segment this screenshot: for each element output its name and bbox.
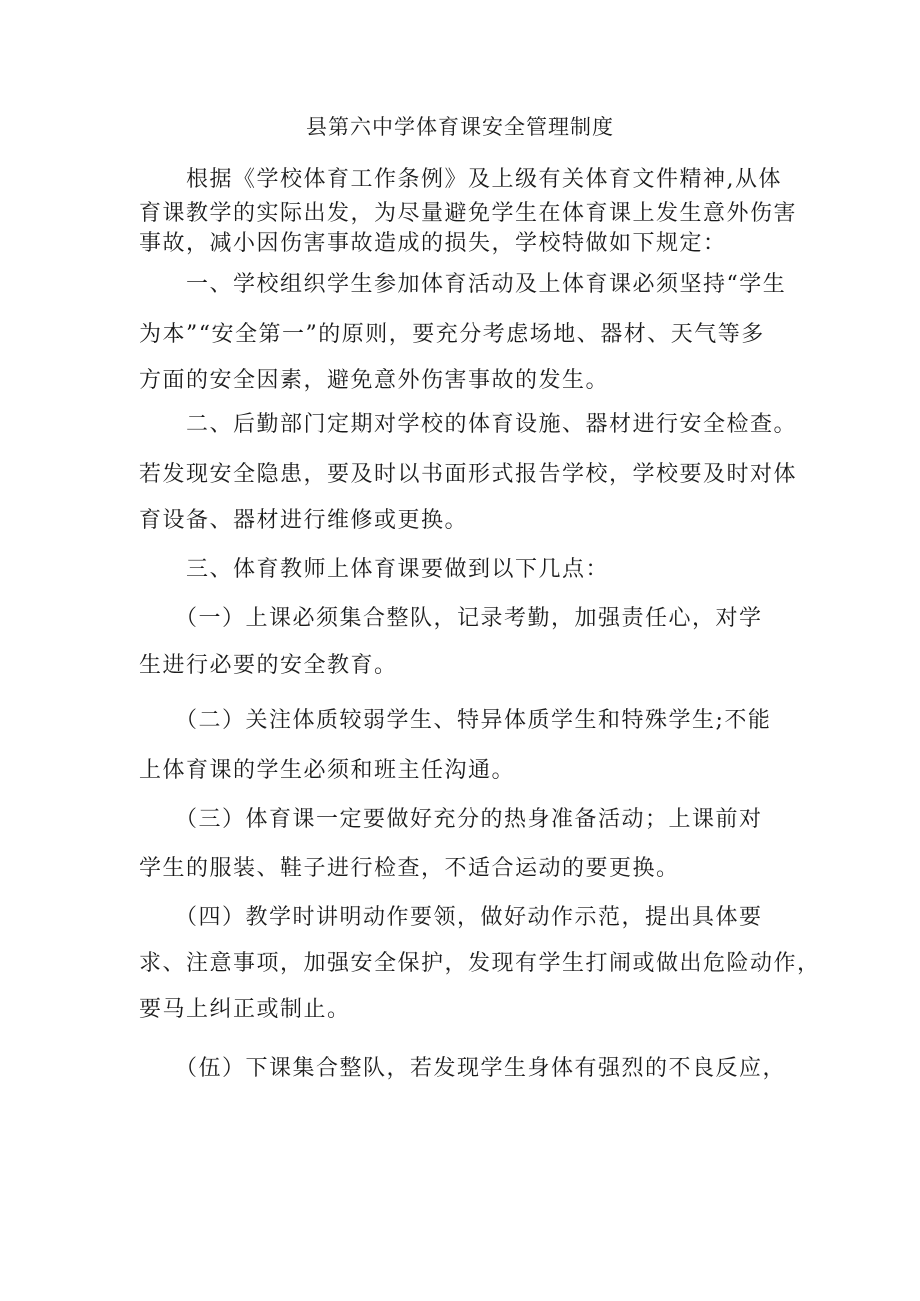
section1-line-1: 一、学校组织学生参加体育活动及上体育课必须坚持“学生 [139,272,787,297]
item4-line-2: 求、注意事项，加强安全保护，发现有学生打闹或做出危险动作， [139,951,821,976]
item2-line-1: （二）关注体质较弱学生、特异体质学生和特殊学生;不能 [139,708,772,733]
item3-line-2: 学生的服装、鞋子进行检查，不适合运动的要更换。 [139,856,680,881]
item1-line-2: 生进行必要的安全教育。 [139,653,398,678]
section2-line-1: 二、后勤部门定期对学校的体育设施、器材进行安全检查。 [139,412,798,437]
section1-line-3: 方面的安全因素，避免意外伤害事故的发生。 [139,368,610,393]
item5-line-1: （伍）下课集合整队，若发现学生身体有强烈的不良反应， [139,1056,787,1081]
section1-line-2: 为本”“安全第一”的原则，要充分考虑场地、器材、天气等多 [139,322,765,347]
intro-line-2: 育课教学的实际出发，为尽量避免学生在体育课上发生意外伤害 [139,201,798,226]
item4-line-3: 要马上纠正或制止。 [139,997,351,1022]
section3-line-1: 三、体育教师上体育课要做到以下几点： [139,557,610,582]
item2-line-2: 上体育课的学生必须和班主任沟通。 [139,758,516,783]
item3-line-1: （三）体育课一定要做好充分的热身准备活动；上课前对 [139,807,763,832]
item1-line-1: （一）上课必须集合整队，记录考勤，加强责任心，对学 [139,606,763,631]
intro-line-1: 根据《学校体育工作条例》及上级有关体育文件精神,从体 [139,167,782,192]
section2-line-2: 若发现安全隐患，要及时以书面形式报告学校，学校要及时对体 [139,462,798,487]
item4-line-1: （四）教学时讲明动作要领，做好动作示范，提出具体要 [139,905,763,930]
intro-line-3: 事故，减小因伤害事故造成的损失，学校特做如下规定： [139,231,727,256]
section2-line-3: 育设备、器材进行维修或更换。 [139,508,469,533]
document-title: 县第六中学体育课安全管理制度 [306,115,614,139]
